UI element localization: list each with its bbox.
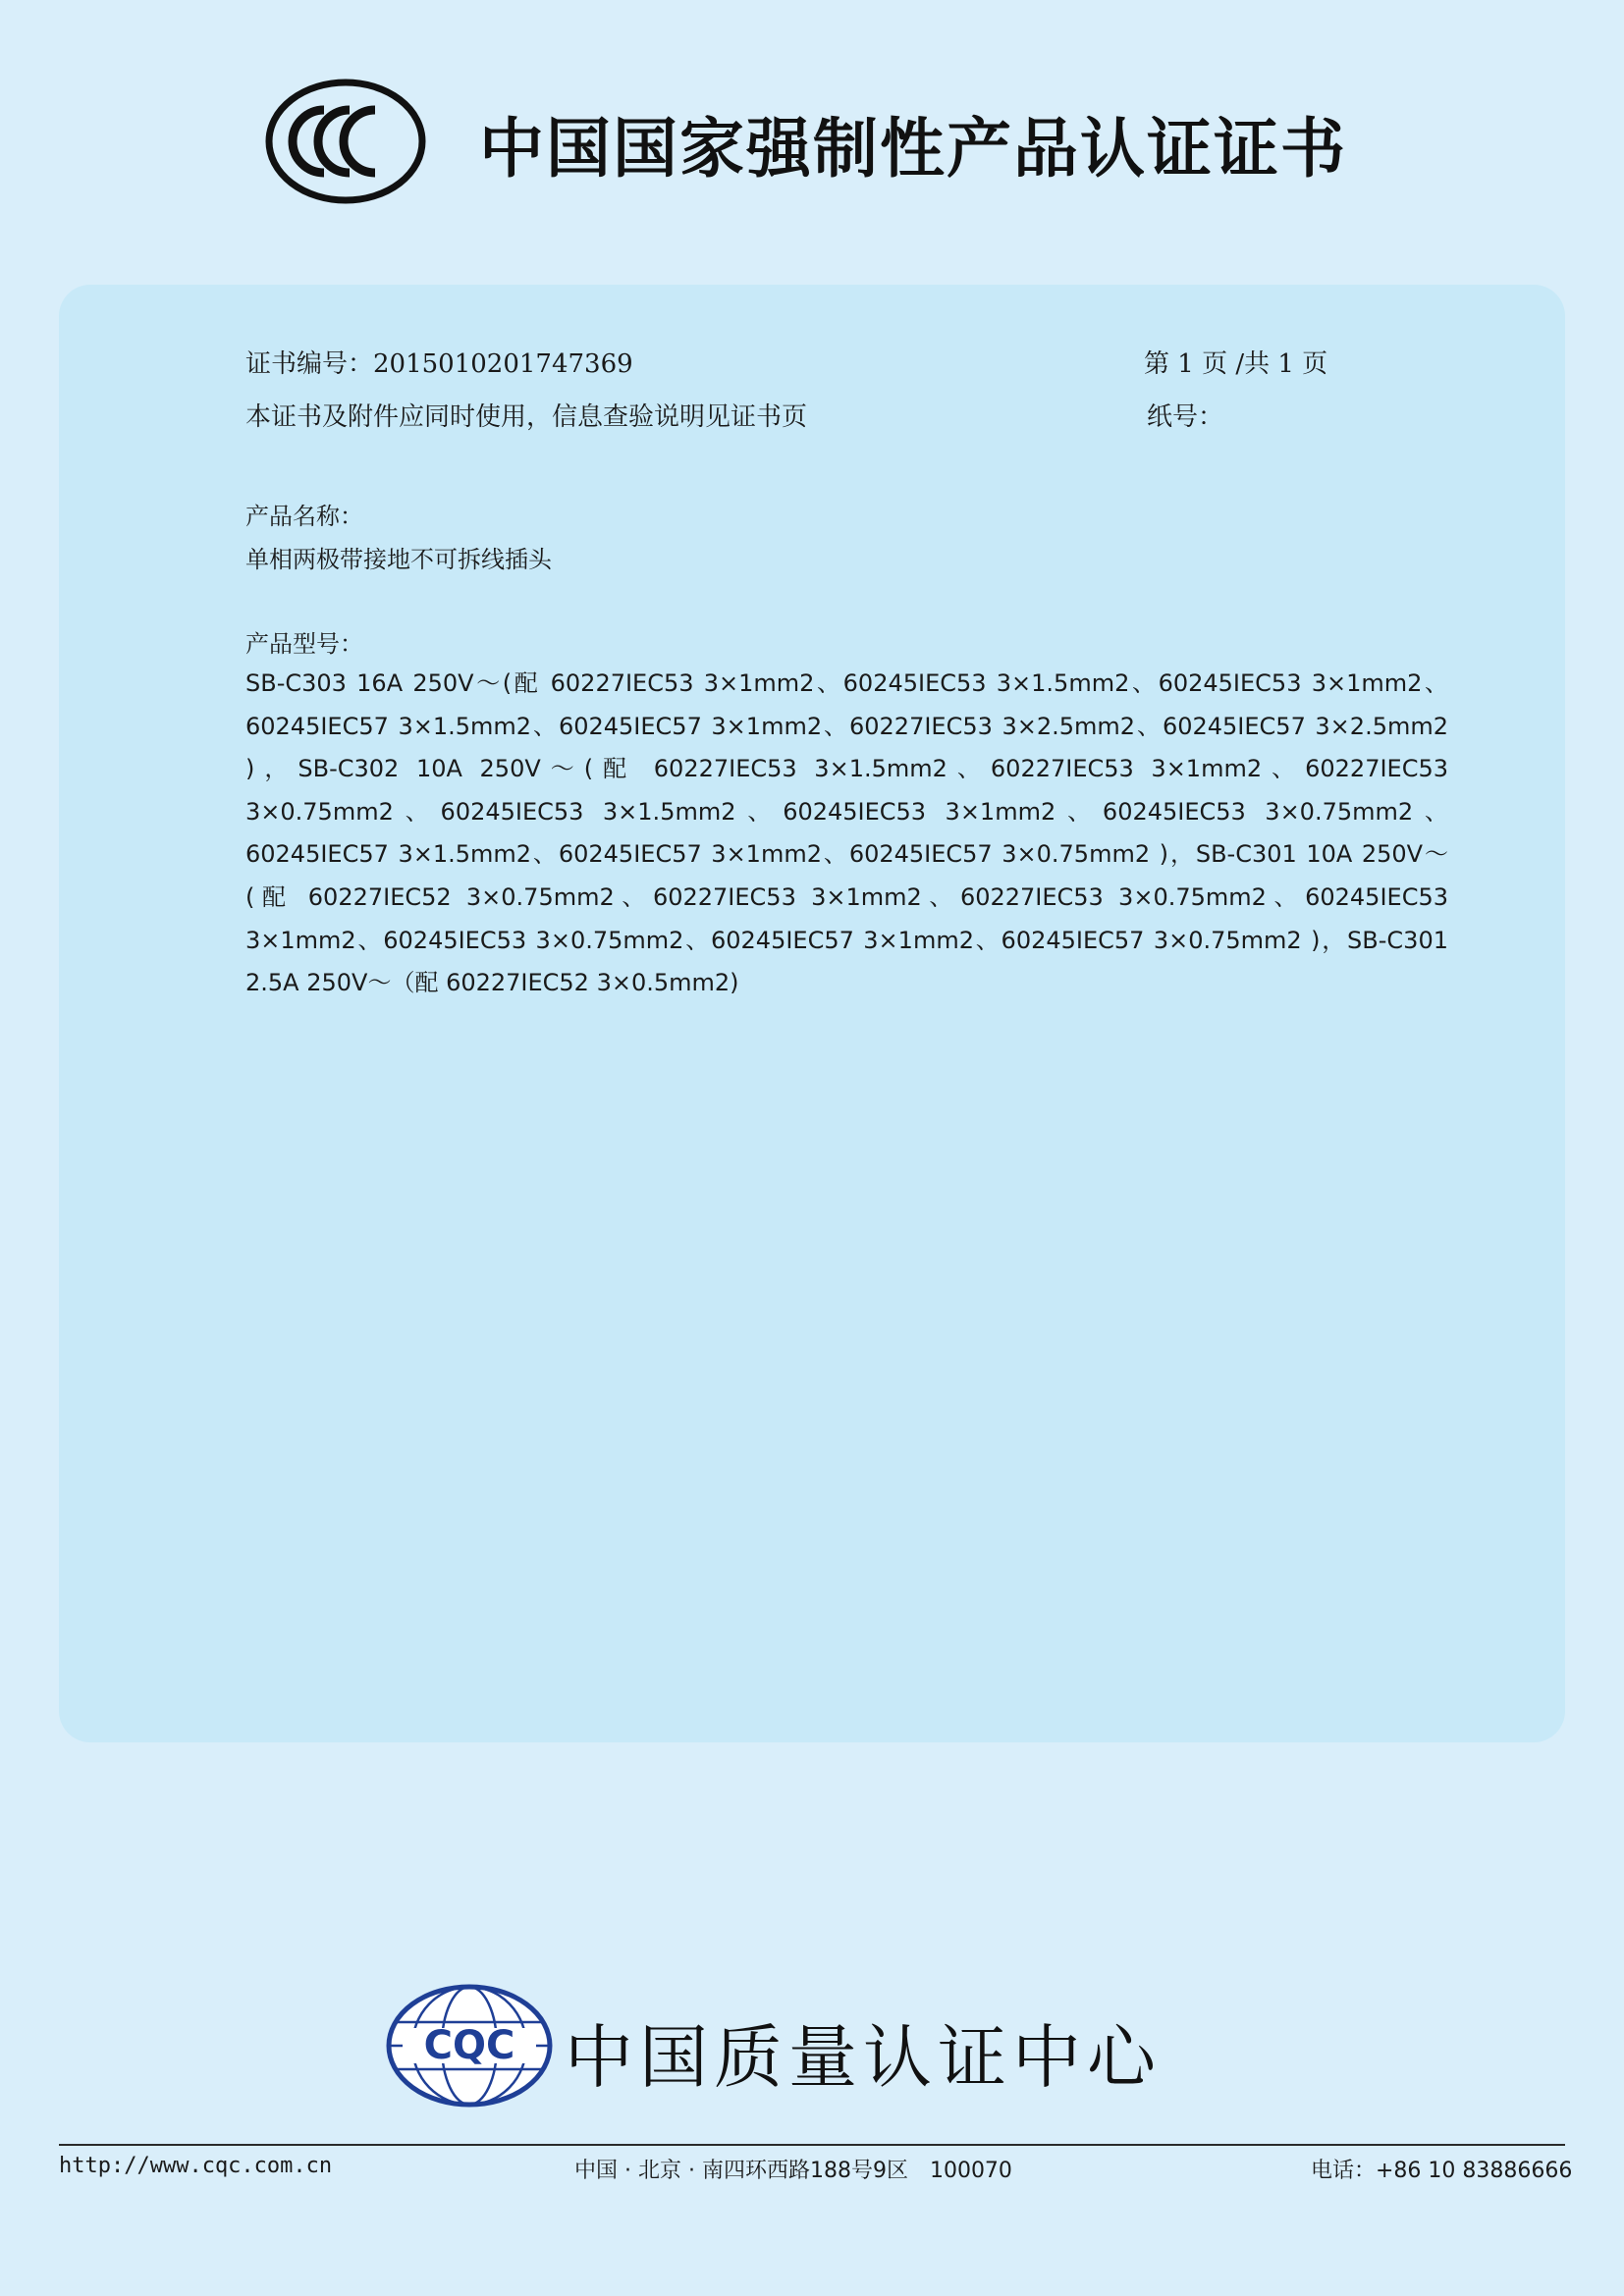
certificate-title: 中国国家强制性产品认证证书 [479, 111, 1347, 187]
certificate-number: 证书编号：2015010201747369 [245, 349, 633, 379]
issuer-name: 中国质量认证中心 [565, 2017, 1162, 2098]
usage-notice: 本证书及附件应同时使用，信息查验说明见证书页 [245, 402, 808, 432]
issuer-block [385, 1983, 1162, 2110]
certificate-header [265, 79, 1375, 216]
paper-number-label: 纸号： [1147, 402, 1224, 432]
product-model-list: SB-C303 16A 250V～(配 60227IEC53 3×1mm2、60245IEC53 3×1.5mm2、60245IEC53 3×1mm2、60245IEC57 3×1.5mm2、60245IEC57 3×1mm2、60227IEC53 3×2.5mm2、60245IEC57 3×2.5mm2 )，SB-C302 10A 250V～(配 60227IEC53 3×1.5mm2、60227IEC53 3×1mm2、60227IEC53 3×0.75mm2、60245IEC53 3×1.5mm2、60245IEC53 3×1mm2、60245IEC53 3×0.75mm2、60245IEC57 3×1.5mm2、60245IEC57 3×1mm2、60245IEC57 3×0.75mm2 )，SB-C301 10A 250V～(配 60227IEC52 3×0.75mm2、60227IEC53 3×1mm2、60227IEC53 3×0.75mm2、60245IEC53 3×1mm2、60245IEC53 3×0.75mm2、60245IEC57 3×1mm2、60245IEC57 3×0.75mm2 )，SB-C301 2.5A 250V～（配 60227IEC52 3×0.5mm2) [245, 669, 1448, 997]
product-name: 单相两极带接地不可拆线插头 [245, 546, 552, 573]
ccc-mark-logo [265, 79, 427, 204]
footer-phone: 电话：+86 10 83886666 [1311, 2159, 1573, 2183]
footer-address: 中国 · 北京 · 南四环西路188号9区 100070 [574, 2159, 1012, 2183]
cqc-globe-logo [385, 1983, 554, 2109]
footer-divider [59, 2144, 1565, 2146]
product-name-label: 产品名称： [245, 503, 363, 530]
product-model-label: 产品型号： [245, 630, 363, 658]
footer-website: http://www.cqc.com.cn [59, 2154, 333, 2178]
page-indicator: 第 1 页 /共 1 页 [1144, 349, 1328, 379]
certificate-body-panel [59, 285, 1565, 1742]
svg-text:CQC: CQC [423, 2023, 515, 2068]
